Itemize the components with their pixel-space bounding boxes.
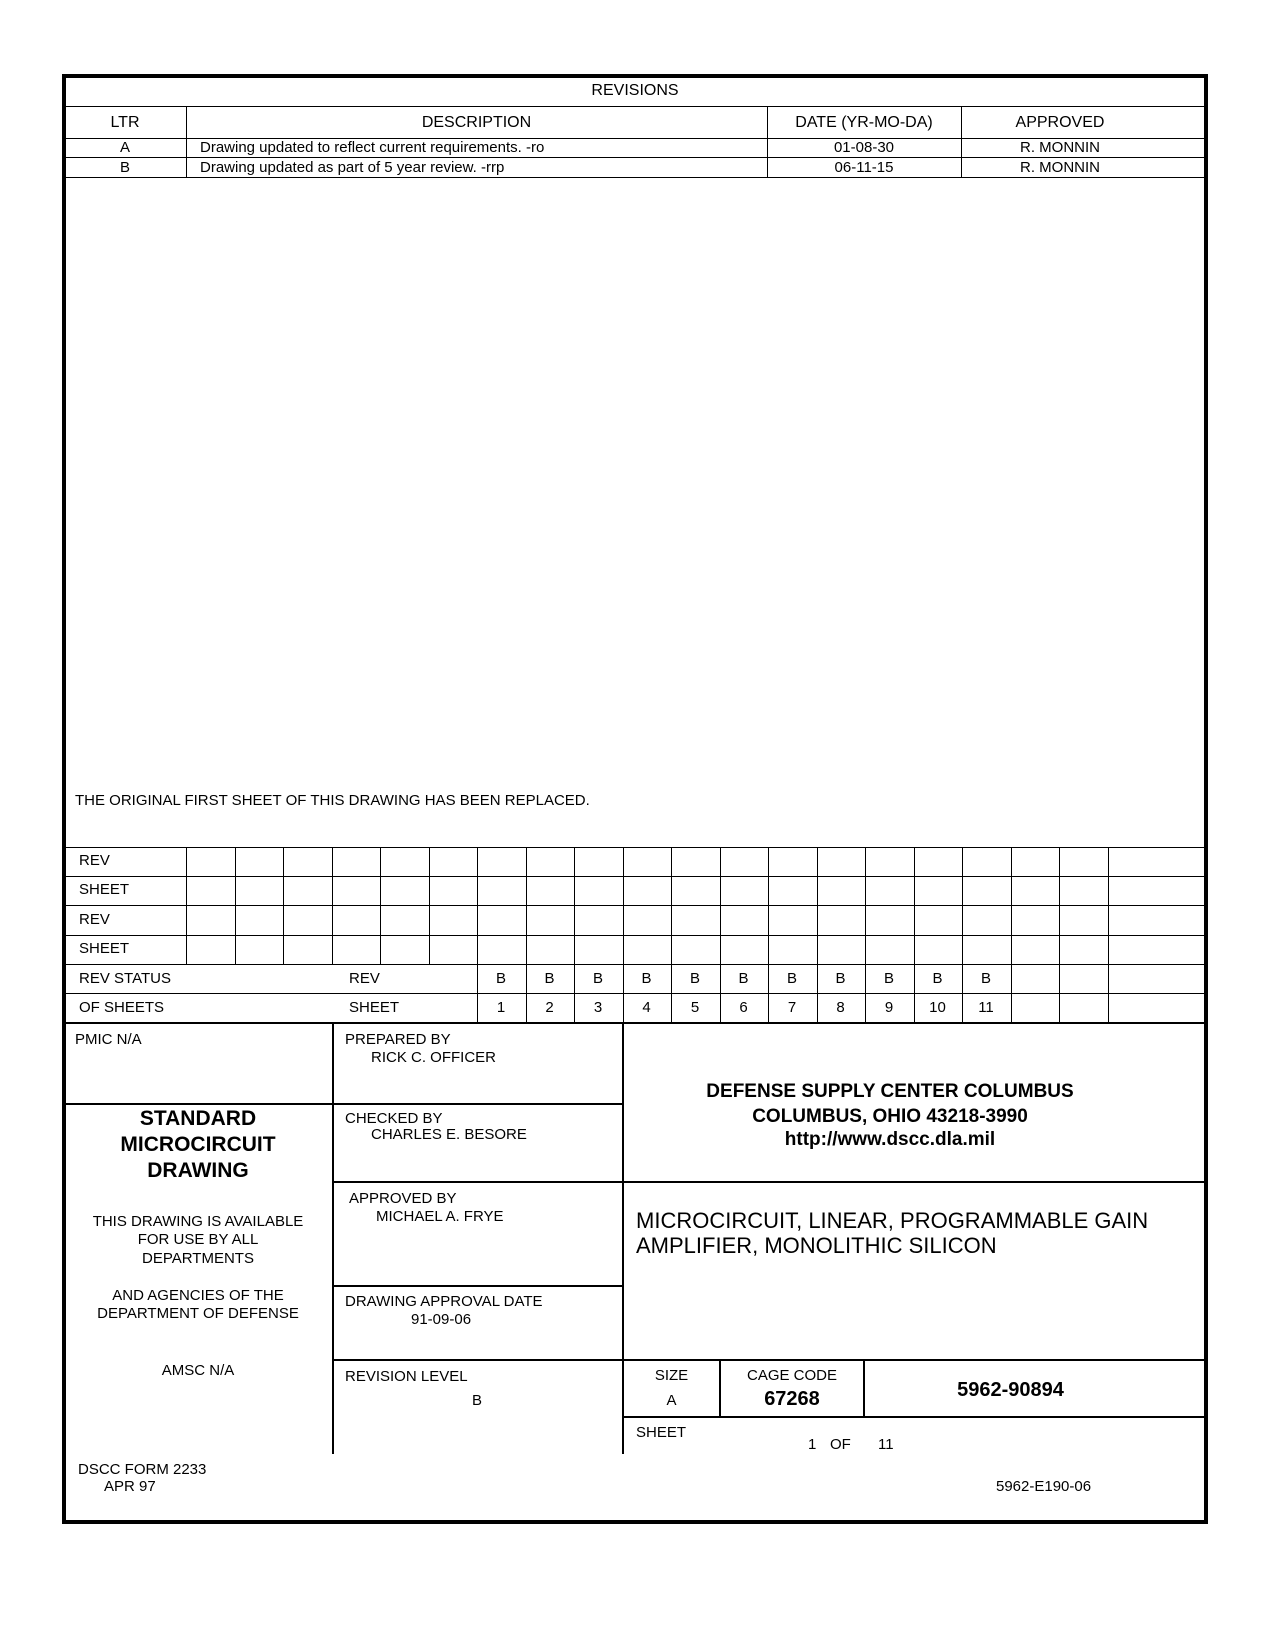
- form-date: APR 97: [104, 1478, 156, 1495]
- divider: [64, 106, 1206, 107]
- size-value: A: [666, 1392, 677, 1409]
- grid-line: [332, 847, 333, 964]
- grid-line: [64, 993, 1206, 994]
- form-number: DSCC FORM 2233: [78, 1461, 207, 1478]
- divider: [332, 1181, 1206, 1183]
- checked-by-name: CHARLES E. BESORE: [371, 1126, 527, 1143]
- revision-description: Drawing updated as part of 5 year review. -rrp: [200, 159, 505, 176]
- divider: [64, 177, 1206, 178]
- approval-date: 91-09-06: [411, 1311, 472, 1328]
- grid-line: [526, 847, 527, 964]
- grid-line: [64, 964, 1206, 965]
- rev-value-cell: B: [738, 970, 749, 987]
- divider: [332, 1022, 334, 1454]
- divider: [332, 1359, 1206, 1361]
- grid-line: [477, 847, 478, 964]
- grid-line: [865, 847, 866, 964]
- sheet-value-cell: 10: [929, 999, 946, 1016]
- divider: [64, 1022, 1206, 1024]
- revision-approved: R. MONNIN: [1020, 139, 1100, 156]
- grid-line: [1059, 847, 1060, 964]
- grid-line: [574, 847, 575, 964]
- grid-line: [380, 847, 381, 964]
- revision-date: 06-11-15: [834, 159, 894, 176]
- prepared-by-name: RICK C. OFFICER: [371, 1049, 497, 1066]
- grid-label-sheet: SHEET: [79, 881, 130, 898]
- sheet-label: SHEET: [349, 999, 400, 1016]
- rev-value-cell: B: [495, 970, 506, 987]
- grid-line: [768, 847, 769, 964]
- grid-line: [1011, 847, 1012, 964]
- rev-value-cell: B: [883, 970, 894, 987]
- revision-description: Drawing updated to reflect current requirements. -ro: [200, 139, 545, 156]
- grid-line: [429, 847, 430, 964]
- revision-ltr: A: [119, 139, 130, 156]
- checked-by-label: CHECKED BY: [345, 1110, 443, 1127]
- grid-line: [1059, 964, 1060, 1022]
- grid-line: [623, 847, 624, 964]
- grid-line: [962, 847, 963, 964]
- grid-line: [1108, 964, 1109, 1022]
- rev-value-cell: B: [786, 970, 797, 987]
- sheet-value-cell: 6: [739, 999, 748, 1016]
- approved-by-label: APPROVED BY: [349, 1190, 457, 1207]
- size-label: SIZE: [654, 1367, 689, 1384]
- sheet-of: OF: [830, 1436, 851, 1453]
- grid-line: [1011, 964, 1012, 1022]
- rev-value-cell: B: [544, 970, 555, 987]
- revision-level: B: [472, 1392, 483, 1409]
- revision-approved: R. MONNIN: [1020, 159, 1100, 176]
- grid-line: [720, 847, 721, 964]
- grid-line: [186, 847, 187, 964]
- drawing-number: 5962-90894: [957, 1379, 1064, 1401]
- rev-value-cell: B: [980, 970, 991, 987]
- rev-value-cell: B: [932, 970, 943, 987]
- grid-line: [671, 847, 672, 964]
- rev-value-cell: B: [835, 970, 846, 987]
- divider: [64, 1103, 332, 1105]
- grid-line: [283, 847, 284, 964]
- sheet-value-cell: 11: [978, 999, 994, 1016]
- rev-status-label: REV STATUS: [79, 970, 171, 987]
- prepared-by-label: PREPARED BY: [345, 1031, 451, 1048]
- revision-date: 01-08-30: [833, 139, 895, 156]
- document-code: 5962-E190-06: [996, 1478, 1092, 1495]
- sheet-value-cell: 2: [545, 999, 554, 1016]
- revision-ltr: B: [119, 159, 130, 176]
- divider: [622, 1416, 1206, 1418]
- header-approved: APPROVED: [1015, 114, 1105, 131]
- grid-label-rev: REV: [79, 852, 110, 869]
- replacement-notice: THE ORIGINAL FIRST SHEET OF THIS DRAWING HAS BEEN REPLACED.: [75, 792, 590, 809]
- divider: [332, 1285, 622, 1287]
- grid-line: [817, 847, 818, 964]
- divider: [332, 1103, 622, 1105]
- approved-by-name: MICHAEL A. FRYE: [376, 1208, 504, 1225]
- sheet-value-cell: 3: [593, 999, 603, 1016]
- sheet-number: 1: [808, 1436, 817, 1453]
- cage-code-label: CAGE CODE: [746, 1367, 837, 1384]
- rev-value-cell: B: [641, 970, 652, 987]
- header-date: DATE (YR-MO-DA): [795, 114, 933, 131]
- rev-value-cell: B: [592, 970, 603, 987]
- grid-label-sheet: SHEET: [79, 940, 130, 957]
- sheet-box-label: SHEET: [636, 1424, 687, 1441]
- sheet-total: 11: [878, 1436, 894, 1453]
- sheet-value-cell: 7: [787, 999, 797, 1016]
- sheet-value-cell: 5: [690, 999, 700, 1016]
- pmic-label: PMIC N/A: [75, 1031, 142, 1048]
- header-ltr: LTR: [110, 114, 140, 131]
- of-sheets-label: OF SHEETS: [79, 999, 165, 1016]
- amsc-label: AMSC N/A: [161, 1362, 235, 1379]
- sheet-value-cell: 1: [496, 999, 506, 1016]
- grid-label-rev: REV: [79, 911, 110, 928]
- cage-code-value: 67268: [764, 1388, 820, 1410]
- approval-date-label: DRAWING APPROVAL DATE: [345, 1293, 543, 1310]
- revisions-title: REVISIONS: [591, 82, 679, 99]
- rev-label: REV: [349, 970, 380, 987]
- header-description: DESCRIPTION: [421, 114, 532, 131]
- grid-line: [914, 847, 915, 964]
- grid-line: [1108, 847, 1109, 964]
- sheet-value-cell: 8: [836, 999, 845, 1016]
- sheet-value-cell: 4: [642, 999, 651, 1016]
- divider: [64, 157, 1206, 158]
- grid-line: [235, 847, 236, 964]
- revision-level-label: REVISION LEVEL: [345, 1368, 468, 1385]
- rev-value-cell: B: [689, 970, 700, 987]
- sheet-value-cell: 9: [884, 999, 894, 1016]
